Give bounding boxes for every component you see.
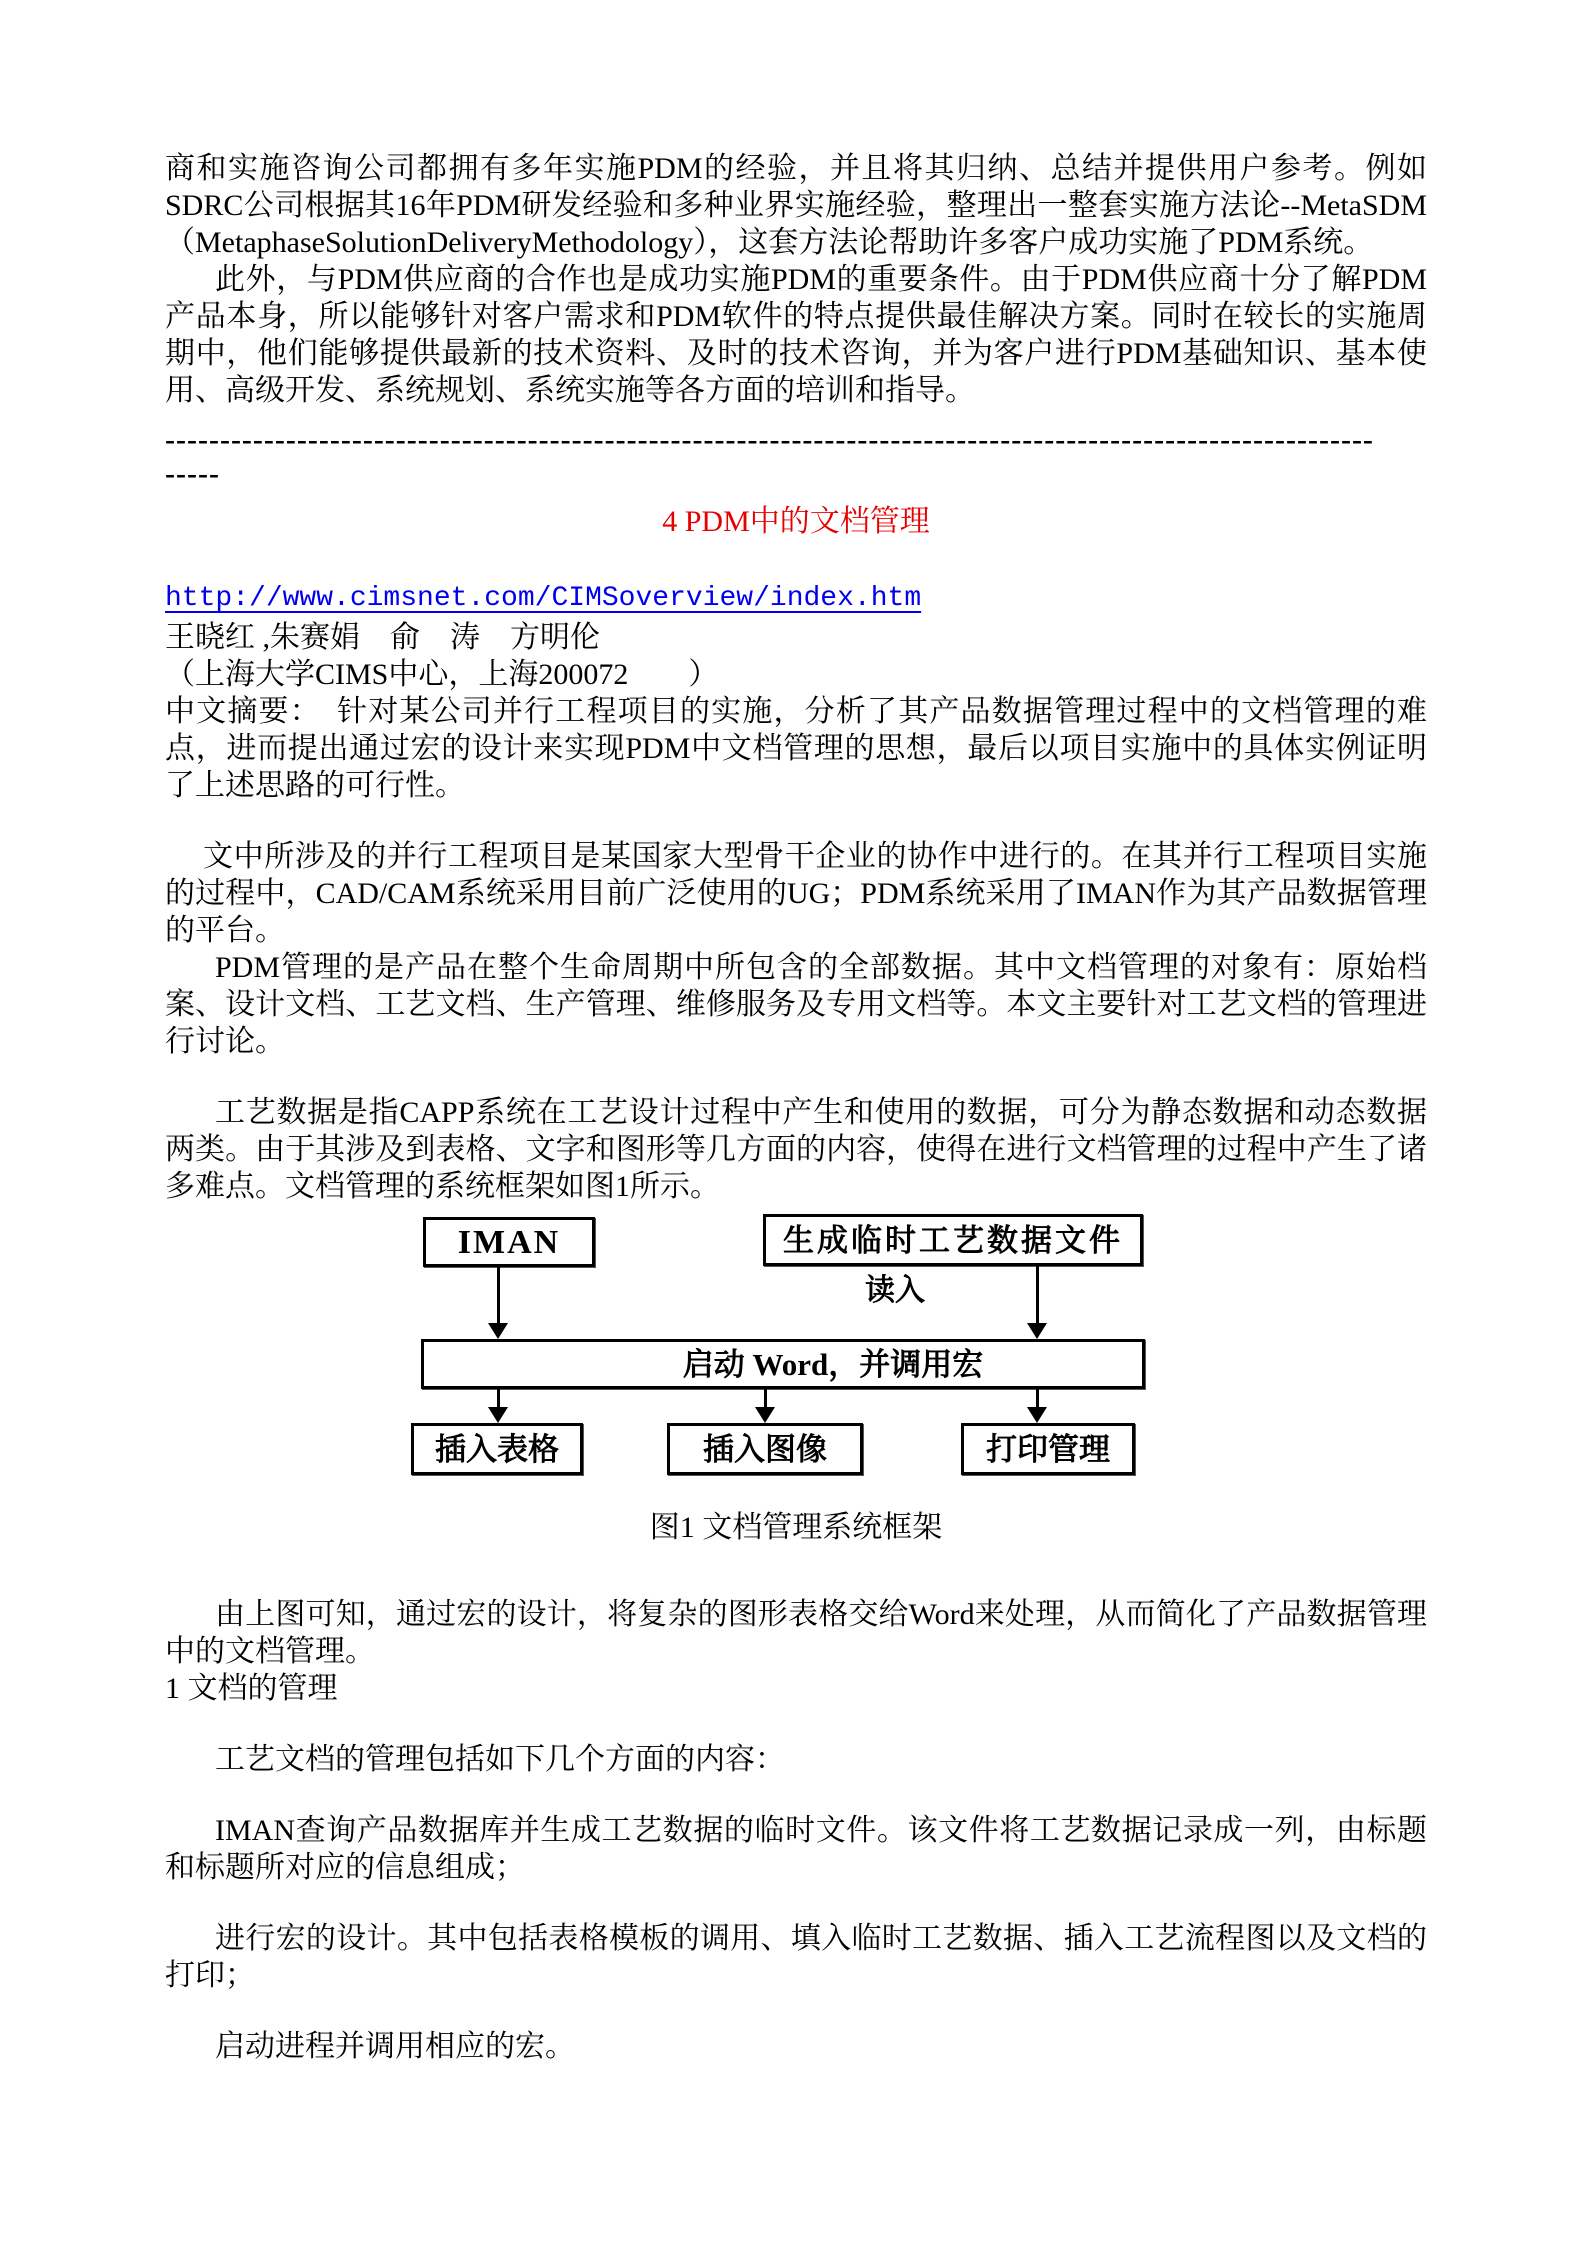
separator-line-1: -------------------------------------------------------------------------------------------------------------- <box>165 423 1374 456</box>
paragraph-pdm-scope: PDM管理的是产品在整个生命周期中所包含的全部数据。其中文档管理的对象有：原始档案、设计文档、工艺文档、生产管理、维修服务及专用文档等。本文主要针对工艺文档的管理进行讨论。 <box>165 951 1427 1058</box>
figure-box-start-word-macro: 启动 Word，并调用宏 <box>421 1339 1145 1389</box>
paragraph-macro-design: 进行宏的设计。其中包括表格模板的调用、填入临时工艺数据、插入工艺流程图以及文档的打印； <box>165 1922 1427 1992</box>
figure-box-generate-temp-file: 生成临时工艺数据文件 <box>763 1214 1143 1266</box>
paragraph-iman-query: IMAN查询产品数据库并生成工艺数据的临时文件。该文件将工艺数据记录成一列，由标题和标题所对应的信息组成； <box>165 1814 1427 1884</box>
down-arrow-iman-to-word-icon <box>488 1267 508 1339</box>
paragraph-figure-conclusion: 由上图可知，通过宏的设计，将复杂的图形表格交给Word来处理，从而简化了产品数据管理中的文档管理。 <box>165 1598 1427 1668</box>
authors-line: 王晓红 ,朱赛娟 俞 涛 方明伦 <box>165 621 600 654</box>
figure-caption: 图1 文档管理系统框架 <box>649 1511 943 1544</box>
figure-box-iman: IMAN <box>423 1217 595 1267</box>
down-arrow-to-image-icon <box>755 1389 775 1423</box>
down-arrow-file-to-word-icon <box>1027 1266 1047 1339</box>
down-arrow-to-table-icon <box>488 1389 508 1423</box>
paragraph-vendor-cooperation: 此外，与PDM供应商的合作也是成功实施PDM的重要条件。由于PDM供应商十分了解PDM产品本身，所以能够针对客户需求和PDM软件的特点提供最佳解决方案。同时在较长的实施周期中，他们能够提供最新的技术资料、及时的技术咨询，并为客户进行PDM基础知识、基本使用、高级开发、系统规划、系统实施等各方面的培训和指导。 <box>165 263 1427 407</box>
down-arrow-to-print-icon <box>1027 1389 1047 1423</box>
paragraph-launch-process: 启动进程并调用相应的宏。 <box>215 2030 575 2063</box>
red-section-heading: 4 PDM中的文档管理 <box>662 505 930 538</box>
figure-box-insert-table: 插入表格 <box>411 1423 583 1475</box>
section-1-heading: 1 文档的管理 <box>165 1672 338 1705</box>
separator-line-2: ----- <box>165 457 220 490</box>
figure-box-print-manage: 打印管理 <box>961 1423 1135 1475</box>
article-link[interactable]: http://www.cimsnet.com/CIMSoverview/index.htm <box>165 583 922 614</box>
figure-label-read-in: 读入 <box>865 1274 925 1307</box>
document-content <box>165 150 1427 2065</box>
paragraph-doc-mgmt-intro: 工艺文档的管理包括如下几个方面的内容： <box>215 1743 785 1776</box>
abstract-paragraph: 中文摘要： 针对某公司并行工程项目的实施，分析了其产品数据管理过程中的文档管理的难点，进而提出通过宏的设计来实现PDM中文档管理的思想，最后以项目实施中的具体实例证明了上述思路的可行性。 <box>165 695 1427 802</box>
affiliation-line: （上海大学CIMS中心，上海200072 ） <box>165 658 719 691</box>
paragraph-process-data: 工艺数据是指CAPP系统在工艺设计过程中产生和使用的数据，可分为静态数据和动态数据两类。由于其涉及到表格、文字和图形等几方面的内容，使得在进行文档管理的过程中产生了诸多难点。文档管理的系统框架如图1所示。 <box>165 1096 1427 1203</box>
paragraph-intro: 商和实施咨询公司都拥有多年实施PDM的经验，并且将其归纳、总结并提供用户参考。例如SDRC公司根据其16年PDM研发经验和多种业界实施经验，整理出一整套实施方法论--MetaSDM（MetaphaseSolutionDeliveryMethodology），这套方法论帮助许多客户成功实施了PDM系统。 <box>165 152 1427 259</box>
figure-box-insert-image: 插入图像 <box>667 1423 863 1475</box>
figure-diagram <box>165 1209 1427 1481</box>
paragraph-project-background: 文中所涉及的并行工程项目是某国家大型骨干企业的协作中进行的。在其并行工程项目实施的过程中，CAD/CAM系统采用目前广泛使用的UG；PDM系统采用了IMAN作为其产品数据管理的平台。 <box>165 840 1427 947</box>
separator <box>165 423 1427 491</box>
link-line <box>165 576 1427 619</box>
